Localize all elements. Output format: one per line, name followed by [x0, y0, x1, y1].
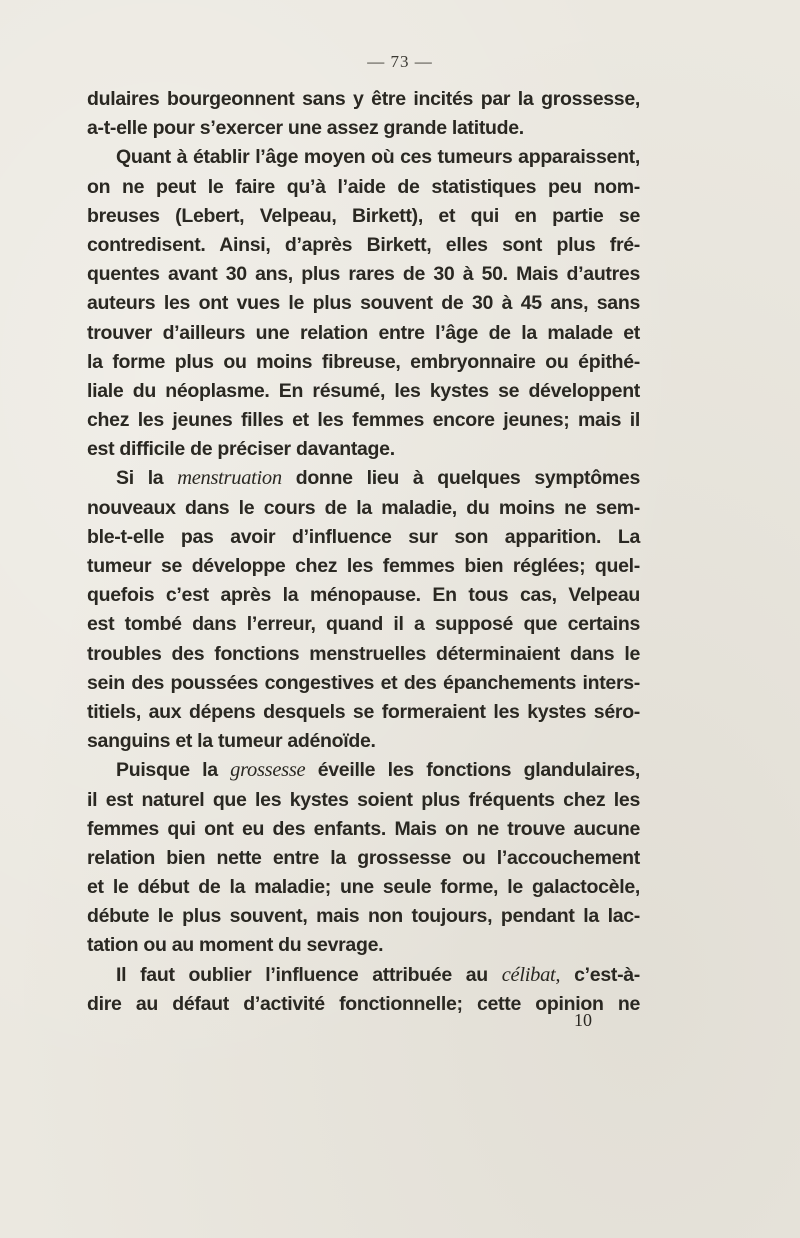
page-number: — 73 — — [367, 52, 433, 71]
text-line: débute le plus souvent, mais non toujours, pendant la lac- — [87, 905, 640, 928]
text-line: quentes avant 30 ans, plus rares de 30 à 50. Mais d’autres — [87, 263, 640, 286]
text-line: sein des poussées congestives et des épanchements inters- — [87, 671, 640, 694]
text-line — [87, 756, 640, 785]
text-line — [87, 961, 640, 990]
text-line: chez les jeunes filles et les femmes encore jeunes; mais il — [87, 409, 640, 432]
text-line: troubles des fonctions menstruelles déterminaient dans le — [87, 642, 640, 665]
text-line: trouver d’ailleurs une relation entre l’âge de la malade et — [87, 321, 640, 344]
text-line: est difficile de préciser davantage. — [87, 438, 395, 461]
text-line: quefois c’est après la ménopause. En tous cas, Velpeau — [87, 584, 640, 607]
text-line: a-t-elle pour s’exercer une assez grande latitude. — [87, 117, 524, 140]
text-line: breuses (Lebert, Velpeau, Birkett), et qui en partie se — [87, 204, 640, 227]
body-text — [87, 85, 640, 1019]
text-line: tumeur se développe chez les femmes bien réglées; quel- — [87, 555, 640, 577]
text-line: la forme plus ou moins fibreuse, embryonnaire ou épithé- — [87, 350, 640, 373]
text-line: il est naturel que les kystes soient plus fréquents chez les — [87, 788, 640, 811]
italic-term: célibat, — [501, 963, 561, 986]
text-line: titiels, aux dépens desquels se formeraient les kystes séro- — [87, 700, 640, 723]
text-line: est tombé dans l’erreur, quand il a supposé que certains — [87, 613, 640, 636]
text-line: liale du néoplasme. En résumé, les kystes se développent — [87, 379, 640, 402]
text-line: femmes qui ont eu des enfants. Mais on ne trouve aucune — [87, 817, 640, 840]
text-line: dire au défaut d’activité fonctionnelle; cette opinion ne — [87, 992, 640, 1015]
text-line: ble-t-elle pas avoir d’influence sur son apparition. La — [87, 525, 640, 548]
text-line: auteurs les ont vues le plus souvent de 30 à 45 ans, sans — [87, 292, 640, 315]
text-run: c’est-à- — [560, 963, 640, 986]
text-line: on ne peut le faire qu’à l’aide de statistiques peu nom- — [87, 175, 640, 198]
text-line: Quant à établir l’âge moyen où ces tumeurs apparaissent, — [116, 146, 640, 169]
text-line: dulaires bourgeonnent sans y être incités par la grossesse, — [87, 88, 640, 110]
text-line: relation bien nette entre la grossesse ou l’accouchement — [87, 846, 640, 869]
text-run: donne lieu à quelques symptômes — [281, 467, 640, 490]
text-line — [87, 464, 640, 493]
text-run: Il faut oublier l’influence attribuée au — [116, 963, 502, 986]
italic-term: menstruation — [177, 467, 282, 490]
text-line: nouveaux dans le cours de la maladie, du moins ne sem- — [87, 496, 640, 519]
signature-mark: 10 — [574, 1010, 592, 1030]
italic-term: grossesse — [230, 759, 306, 782]
text-line: contredisent. Ainsi, d’après Birkett, elles sont plus fré- — [87, 233, 640, 256]
text-line: tation ou au moment du sevrage. — [87, 934, 384, 957]
text-run: Si la — [116, 467, 178, 490]
text-line: sanguins et la tumeur adénoïde. — [87, 730, 376, 753]
text-run: éveille les fonctions glandulaires, — [305, 759, 640, 782]
text-run: Puisque la — [116, 759, 231, 782]
text-line: et le début de la maladie; une seule forme, le galactocèle, — [87, 876, 640, 899]
